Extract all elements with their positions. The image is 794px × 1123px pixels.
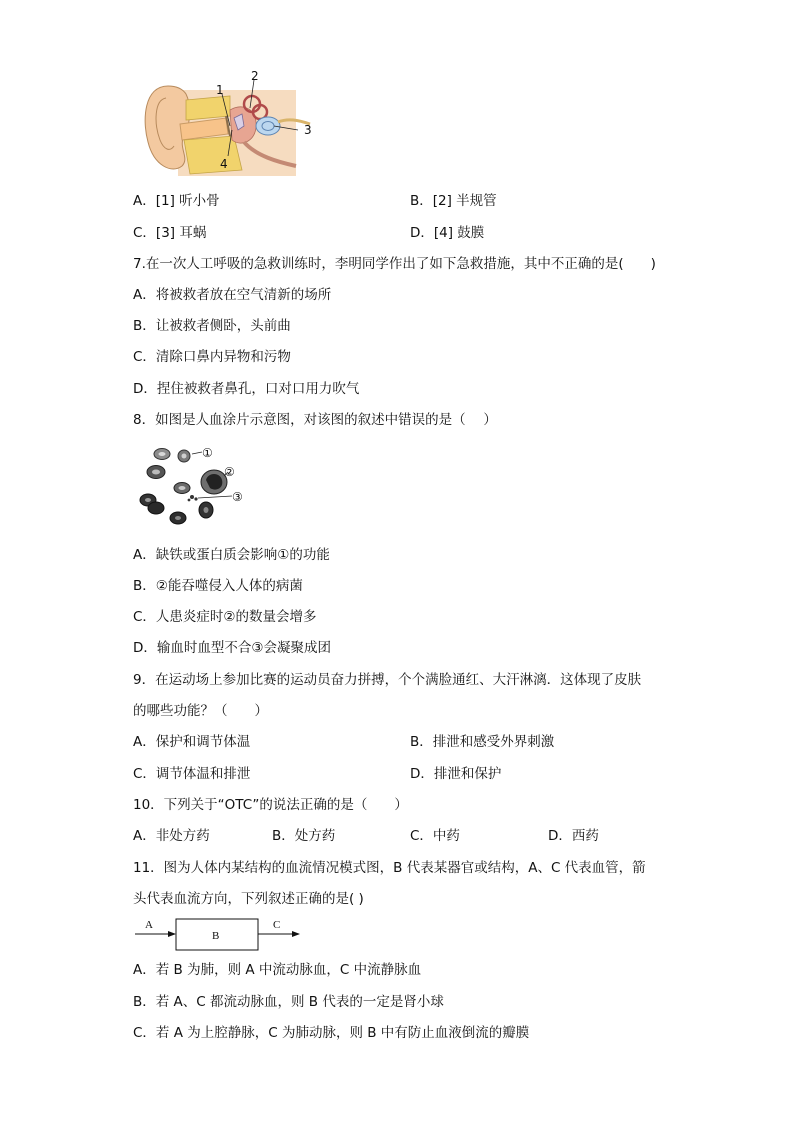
q11-stem-line2: 头代表血流方向，下列叙述正确的是( ) bbox=[133, 891, 364, 907]
q9-stem-line2: 的哪些功能？（ ） bbox=[133, 703, 268, 719]
q11-stem-line1: 11．图为人体内某结构的血流情况模式图，B 代表某器官或结构，A、C 代表血管，箭 bbox=[133, 860, 646, 876]
q9-option-a: A．保护和调节体温 bbox=[133, 734, 251, 750]
blood-flow-diagram bbox=[133, 914, 303, 954]
q7-option-c: C．清除口鼻内异物和污物 bbox=[133, 349, 291, 365]
ear-label-4: 4 bbox=[220, 157, 228, 171]
vessel-a-label: A bbox=[145, 919, 153, 931]
q6-option-d: D．[4] 鼓膜 bbox=[410, 225, 485, 241]
q9-option-c: C．调节体温和排泄 bbox=[133, 766, 251, 782]
ear-structure-figure bbox=[138, 70, 318, 178]
q7-option-a: A．将被救者放在空气清新的场所 bbox=[133, 287, 332, 303]
q8-option-d: D．输血时血型不合③会凝聚成团 bbox=[133, 640, 331, 656]
q7-option-b: B．让被救者侧卧，头前曲 bbox=[133, 318, 291, 334]
q6-option-a: A．[1] 听小骨 bbox=[133, 193, 220, 209]
blood-label-1: ① bbox=[202, 446, 213, 460]
q8-option-a: A．缺铁或蛋白质会影响①的功能 bbox=[133, 547, 330, 563]
q9-option-d: D．排泄和保护 bbox=[410, 766, 502, 782]
q10-option-b: B．处方药 bbox=[272, 828, 336, 844]
q9-option-b: B．排泄和感受外界刺激 bbox=[410, 734, 555, 750]
q10-stem: 10．下列关于“OTC”的说法正确的是（ ） bbox=[133, 797, 408, 813]
q9-stem-line1: 9．在运动场上参加比赛的运动员奋力拼搏，个个满脸通红、大汗淋漓．这体现了皮肤 bbox=[133, 672, 642, 688]
ear-label-3: 3 bbox=[304, 123, 312, 137]
q8-option-b: B．②能吞噬侵入人体的病菌 bbox=[133, 578, 303, 594]
q10-option-a: A．非处方药 bbox=[133, 828, 210, 844]
q10-option-d: D．西药 bbox=[548, 828, 599, 844]
structure-b-label: B bbox=[212, 930, 220, 942]
q6-option-b: B．[2] 半规管 bbox=[410, 193, 497, 209]
q7-option-d: D．捏住被救者鼻孔，口对口用力吹气 bbox=[133, 381, 360, 397]
q11-option-b: B．若 A、C 都流动脉血，则 B 代表的一定是肾小球 bbox=[133, 994, 444, 1010]
platelets bbox=[188, 495, 198, 501]
blood-label-2: ② bbox=[224, 465, 235, 479]
ear-label-1: 1 bbox=[216, 83, 224, 97]
q8-stem: 8．如图是人血涂片示意图，对该图的叙述中错误的是（ ） bbox=[133, 412, 497, 428]
blood-smear-figure bbox=[136, 444, 256, 530]
q6-option-c: C．[3] 耳蜗 bbox=[133, 225, 207, 241]
blood-label-3: ③ bbox=[232, 490, 243, 504]
ear-label-2: 2 bbox=[251, 69, 259, 83]
temporal-bone bbox=[184, 136, 242, 174]
q11-option-a: A．若 B 为肺，则 A 中流动脉血，C 中流静脉血 bbox=[133, 962, 422, 978]
vessel-c-label: C bbox=[273, 919, 281, 931]
q7-stem: 7.在一次人工呼吸的急救训练时，李明同学作出了如下急救措施，其中不正确的是( ) bbox=[133, 256, 656, 272]
q10-option-c: C．中药 bbox=[410, 828, 460, 844]
q11-option-c: C．若 A 为上腔静脉，C 为肺动脉，则 B 中有防止血液倒流的瓣膜 bbox=[133, 1025, 530, 1041]
q8-option-c: C．人患炎症时②的数量会增多 bbox=[133, 609, 317, 625]
